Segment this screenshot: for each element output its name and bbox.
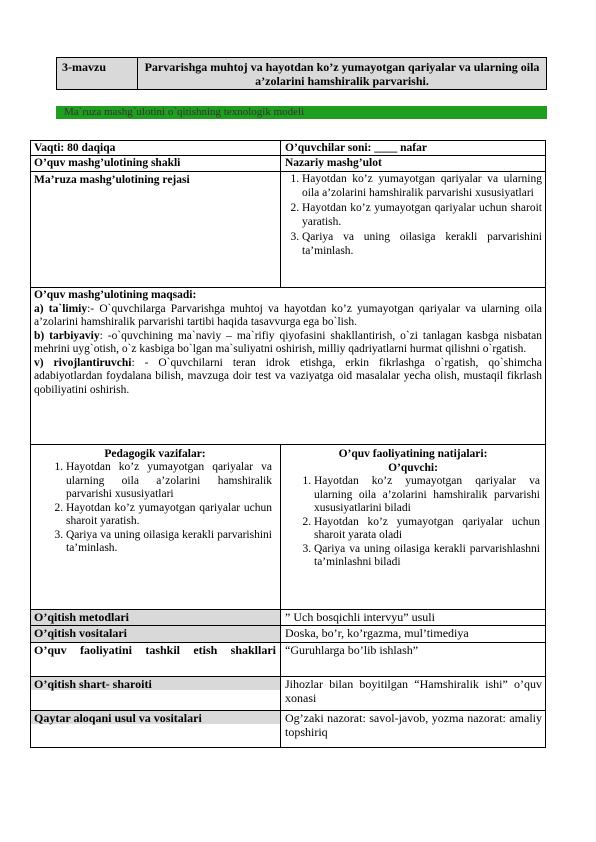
goal-developmental <box>34 357 542 398</box>
goal-upbringing-text: : -o`quvchining ma`naviy – ma`rifiy qiyofasini shakllantirish, o`zi tanlagan kasbga nisbatan mehrini uyg`otish, o`z kasbiga bo`lgan ma`suliyatni oshirish, milliy qadriyatlarni hurmat qilishni o`rgatish. <box>34 329 542 355</box>
student-results-heading: O’quv faoliyatining natijalari: <box>338 448 488 460</box>
organization-label: O’quv faoliyatini tashkil etish shakllari <box>34 643 276 657</box>
students-label: O’quvchilar soni: ____ nafar <box>285 142 427 154</box>
teacher-tasks-heading: Pedagogik vazifalar: <box>104 448 206 460</box>
model-heading: Ma`ruza mashg`ulotini o`qitishning texnologik modeli <box>64 106 305 118</box>
teacher-tasks <box>34 447 276 556</box>
plan-list <box>284 173 542 258</box>
student-results-subheading: O’quvchi: <box>388 462 438 474</box>
topic-title: Parvarishga muhtoj va hayotdan ko’z yumayotgan qariyalar va ularning oila a’zolarini hamshiralik parvarishi. <box>144 60 540 88</box>
plan-label: Ma’ruza mashg’ulotining rejasi <box>34 174 190 186</box>
plan-item: 3. Qariya va uning oilasiga kerakli parvarishini ta’minlash. <box>302 231 542 258</box>
time-label: Vaqti: 80 daqiqa <box>34 142 116 154</box>
goal-developmental-text: : - O`quvchilarni teran idrok etishga, erkin fikrlashga o`rgatish, qo`shimcha adabiyotlardan foydalana bilish, mavzuga doir test va vaziyatga oid masalalar yecha olish, mustaqil fikrlash qobiliyatini oshirish. <box>34 356 542 396</box>
form-label: O’quv mashg’ulotining shakli <box>34 157 181 169</box>
student-result-item: 3. Qariya va uning oilasiga kerakli parvarishlashni ta’minlashni biladi <box>314 543 540 570</box>
form-value: Nazariy mashg’ulot <box>285 157 382 169</box>
methods-label: O’qitish metodlari <box>34 610 129 624</box>
feedback-label: Qaytar aloqani usul va vositalari <box>34 711 202 725</box>
teacher-task-item: 3. Qariya va uning oilasiga kerakli parvarishini ta’minlash. <box>66 529 272 556</box>
conditions-value: Jihozlar bilan boyitilgan “Hamshiralik ishi” o’quv xonasi <box>285 677 542 705</box>
goal-educational-label: a) ta`limiy <box>34 302 88 315</box>
goal-developmental-label: v) rivojlantiruvchi <box>34 356 132 369</box>
goal-educational <box>34 303 542 330</box>
methods-value: ” Uch bosqichli intervyu” usuli <box>285 610 435 624</box>
organization-value: “Guruhlarga bo’lib ishlash” <box>285 643 419 657</box>
teacher-task-item: 2. Hayotdan ko’z yumayotgan qariyalar uchun sharoit yaratish. <box>66 502 272 529</box>
goal-educational-text: :- O`quvchilarga Parvarishga muhtoj va hayotdan ko’z yumayotgan qariyalar va ularning oila a’zolarini hamshiralik parvarishi tartibi haqida tasavvurga ega bo`lish. <box>34 302 542 328</box>
goal-upbringing <box>34 330 542 357</box>
conditions-label: O’qitish shart- sharoiti <box>34 677 152 691</box>
plan-item: 2. Hayotdan ko’z yumayotgan qariyalar uchun sharoit yaratish. <box>302 202 542 229</box>
goal-upbringing-label: b) tarbiyaviy <box>34 329 100 342</box>
topic-divider <box>137 57 138 90</box>
student-result-item: 1. Hayotdan ko’z yumayotgan qariyalar va ularning oila a’zolarini hamshiralik parvarishi xususiyatlarini biladi <box>314 475 540 516</box>
plan-item: 1. Hayotdan ko’z yumayotgan qariyalar va ularning oila a’zolarini hamshiralik parvarishi xususiyatlari <box>302 173 542 200</box>
student-results <box>284 447 542 570</box>
tools-value: Doska, bo’r, ko’rgazma, mul’timediya <box>285 626 469 640</box>
feedback-value: Og’zaki nazorat: savol-javob, yozma nazorat: amaliy topshiriq <box>285 711 542 739</box>
teacher-task-item: 1. Hayotdan ko’z yumayotgan qariyalar va ularning oila a’zolarini hamshiralik parvarishi xususiyatlari <box>66 461 272 502</box>
topic-number: 3-mavzu <box>62 60 106 74</box>
goals-heading: O’quv mashg’ulotining maqsadi: <box>34 289 197 301</box>
row-divider <box>30 444 546 445</box>
tools-label: O’qitish vositalari <box>34 626 128 640</box>
student-result-item: 2. Hayotdan ko’z yumayotgan qariyalar uchun sharoit yarata oladi <box>314 516 540 543</box>
goals-block <box>30 288 546 398</box>
